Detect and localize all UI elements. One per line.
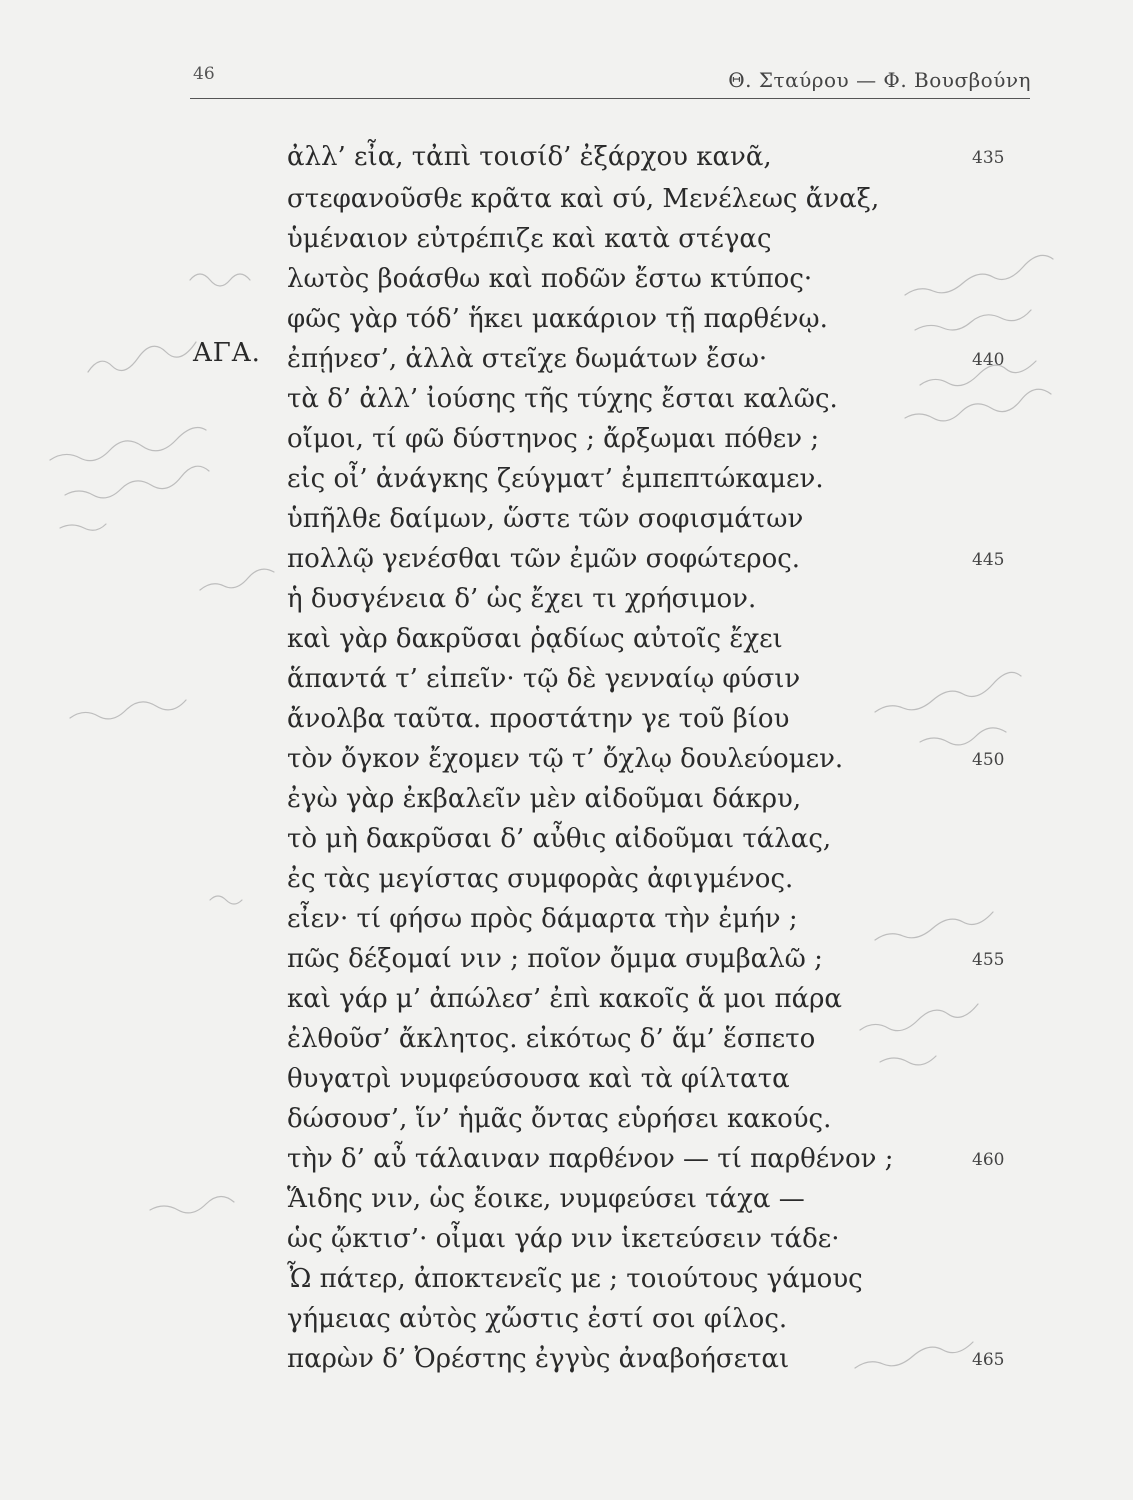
margin-scribble — [50, 428, 206, 461]
verse-line: τὴν δ’ αὖ τάλαιναν παρθένον — τί παρθένον ; — [287, 1144, 894, 1174]
margin-scribble — [200, 569, 274, 590]
page-number: 46 — [193, 64, 215, 84]
line-number: 465 — [972, 1350, 1005, 1370]
verse-line: πολλῷ γενέσθαι τῶν ἐμῶν σοφώτερος. — [287, 544, 801, 574]
margin-scribble — [915, 310, 1031, 330]
margin-scribble — [860, 1004, 978, 1031]
verse-line: δώσουσ’, ἵν’ ἡμᾶς ὄντας εὑρήσει κακούς. — [287, 1104, 832, 1134]
verse-line: Ἅιδης νιν, ὡς ἔοικε, νυμφεύσει τάχα — — [287, 1184, 805, 1214]
running-head: Θ. Σταύρου — Φ. Βουσβούνη — [728, 68, 1031, 92]
line-number: 455 — [972, 950, 1005, 970]
verse-line: οἴμοι, τί φῶ δύστηνος ; ἄρξωμαι πόθεν ; — [287, 424, 820, 454]
verse-line: ὑμέναιον εὐτρέπιζε καὶ κατὰ στέγας — [287, 224, 772, 254]
verse-line: ἅπαντά τ’ εἰπεῖν· τῷ δὲ γενναίῳ φύσιν — [287, 664, 801, 694]
line-number: 440 — [972, 350, 1005, 370]
margin-scribble — [70, 700, 186, 719]
line-number: 435 — [972, 148, 1005, 168]
verse-line: παρὼν δ’ Ὀρέστης ἐγγὺς ἀναβοήσεται — [287, 1344, 790, 1374]
verse-line: λωτὸς βοάσθω καὶ ποδῶν ἔστω κτύπος· — [287, 264, 813, 294]
verse-line: θυγατρὶ νυμφεύσουσα καὶ τὰ φίλτατα — [287, 1064, 790, 1094]
verse-line: ὡς ᾤκτισ’· οἶμαι γάρ νιν ἱκετεύσειν τάδε· — [287, 1224, 840, 1254]
verse-line: φῶς γὰρ τόδ’ ἥκει μακάριον τῇ παρθένῳ. — [287, 304, 828, 334]
margin-scribble — [880, 1056, 936, 1065]
margin-scribble — [65, 466, 209, 498]
verse-line: γήμειας αὐτὸς χὤστις ἐστί σοι φίλος. — [287, 1304, 788, 1334]
verse-line: ἐλθοῦσ’ ἄκλητος. εἰκότως δ’ ἅμ’ ἕσπετο — [287, 1024, 816, 1054]
verse-line: τὸν ὄγκον ἔχομεν τῷ τ’ ὄχλῳ δουλεύομεν. — [287, 744, 844, 774]
header-rule — [190, 98, 1030, 99]
speaker-label: ΑΓΑ. — [193, 338, 261, 368]
margin-scribble — [920, 728, 1006, 745]
verse-line: ἐπῄνεσ’, ἀλλὰ στεῖχε δωμάτων ἔσω· — [287, 344, 768, 374]
line-number: 450 — [972, 750, 1005, 770]
verse-line: ἄνολβα ταῦτα. προστάτην γε τοῦ βίου — [287, 704, 790, 734]
verse-line: Ὦ πάτερ, ἀποκτενεῖς με ; τοιούτους γάμους — [287, 1264, 863, 1294]
line-number: 460 — [972, 1150, 1005, 1170]
verse-line: εἰς οἶ’ ἀνάγκης ζεύγματ’ ἐμπεπτώκαμεν. — [287, 464, 824, 494]
margin-scribble — [190, 274, 250, 286]
verse-line: στεφανοῦσθε κρᾶτα καὶ σύ, Μενέλεως ἄναξ, — [287, 184, 880, 214]
margin-scribble — [905, 389, 1051, 421]
verse-line: τὸ μὴ δακρῦσαι δ’ αὖθις αἰδοῦμαι τάλας, — [287, 824, 832, 854]
verse-line: καὶ γάρ μ’ ἀπώλεσ’ ἐπὶ κακοῖς ἅ μοι πάρα — [287, 984, 842, 1014]
verse-line: ἡ δυσγένεια δ’ ὡς ἔχει τι χρήσιμον. — [287, 584, 757, 614]
margin-scribble — [855, 1342, 973, 1368]
margin-scribble — [150, 1196, 234, 1212]
margin-scribble — [875, 912, 993, 940]
margin-scribble — [905, 255, 1053, 295]
margin-scribble — [88, 342, 196, 372]
verse-line: τὰ δ’ ἀλλ’ ἰούσης τῆς τύχης ἔσται καλῶς. — [287, 384, 838, 414]
line-number: 445 — [972, 550, 1005, 570]
verse-line: ὑπῆλθε δαίμων, ὥστε τῶν σοφισμάτων — [287, 504, 804, 534]
verse-line: πῶς δέξομαί νιν ; ποῖον ὄμμα συμβαλῶ ; — [287, 944, 823, 974]
verse-line: καὶ γὰρ δακρῦσαι ῥᾳδίως αὐτοῖς ἔχει — [287, 624, 783, 654]
margin-scribble — [210, 896, 242, 904]
verse-line: ἀλλ’ εἶα, τἀπὶ τοισίδ’ ἐξάρχου κανᾶ, — [287, 142, 772, 172]
verse-line: ἐγὼ γὰρ ἐκβαλεῖν μὲν αἰδοῦμαι δάκρυ, — [287, 784, 802, 814]
verse-line: εἶεν· τί φήσω πρὸς δάμαρτα τὴν ἐμήν ; — [287, 904, 798, 934]
verse-line: ἐς τὰς μεγίστας συμφορὰς ἀφιγμένος. — [287, 864, 794, 894]
margin-scribble — [875, 672, 1021, 712]
margin-scribble — [60, 524, 106, 530]
